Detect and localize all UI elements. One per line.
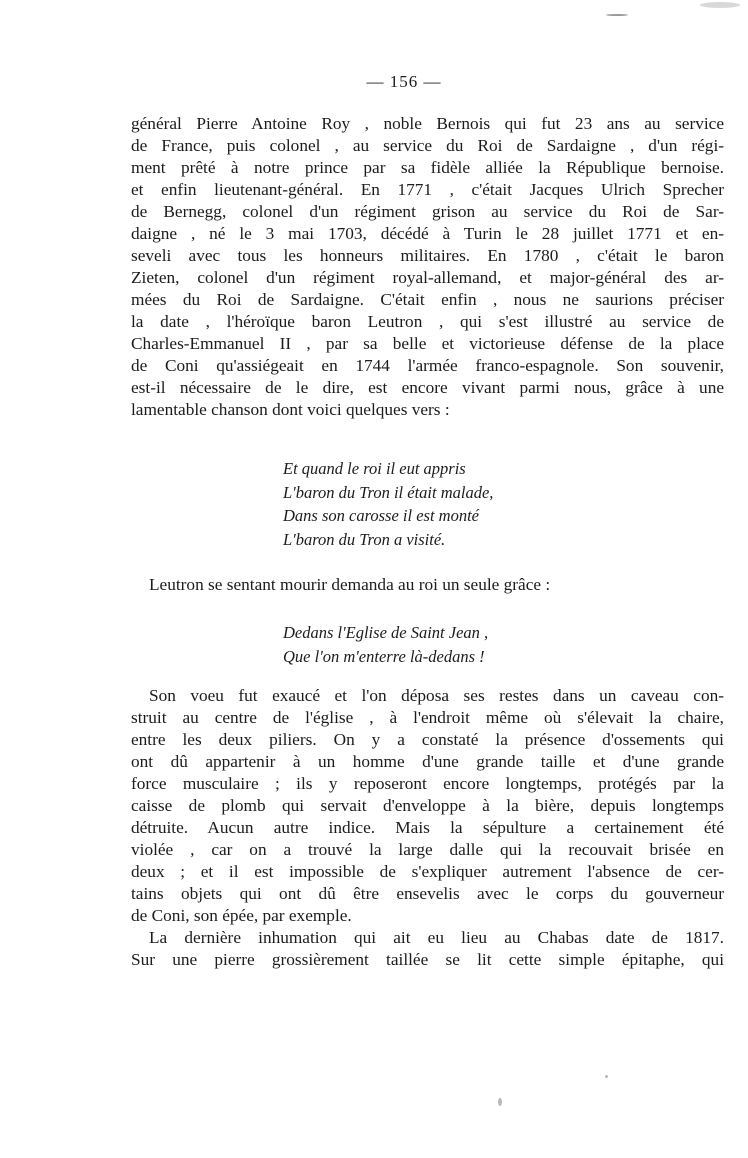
verse-line: Et quand le roi il eut appris bbox=[283, 459, 466, 478]
text-line: caisse de plomb qui servait d'enveloppe à la bière, depuis longtemps bbox=[131, 796, 724, 815]
text-line: ont dû appartenir à un homme d'une grande taille et d'une grande bbox=[131, 752, 724, 771]
text-line: général Pierre Antoine Roy , noble Bernois qui fut 23 ans au service bbox=[131, 114, 724, 133]
verse-line: L'baron du Tron a visité. bbox=[283, 529, 446, 549]
paper-speck bbox=[605, 1075, 608, 1078]
text-line: Charles-Emmanuel II , par sa belle et victorieuse défense de la place bbox=[131, 334, 724, 353]
text-line: deux ; et il est impossible de s'expliquer autrement l'absence de cer- bbox=[131, 862, 724, 881]
verse-1 bbox=[283, 457, 493, 551]
text-line: détruite. Aucun autre indice. Mais la sépulture a certainement été bbox=[131, 818, 724, 837]
paper-speck bbox=[498, 1098, 502, 1106]
verse-line: Dedans l'Eglise de Saint Jean , bbox=[283, 623, 489, 642]
text-line: struit au centre de l'église , à l'endroit même où s'élevait la chaire, bbox=[131, 708, 724, 727]
text-line: et enfin lieutenant-général. En 1771 , c'était Jacques Ulrich Sprecher bbox=[131, 180, 724, 199]
text-line: est-il nécessaire de le dire, est encore vivant parmi nous, grâce à une bbox=[131, 378, 724, 397]
paragraph-1 bbox=[131, 113, 724, 421]
page-number: — 156 — bbox=[366, 72, 442, 91]
paper-speck bbox=[700, 2, 740, 8]
text-line: tains objets qui ont dû être ensevelis avec le corps du gouverneur bbox=[131, 884, 724, 903]
paper-speck bbox=[606, 14, 628, 16]
text-line: mées du Roi de Sardaigne. C'était enfin , nous ne saurions préciser bbox=[131, 290, 724, 309]
text-line: Sur une pierre grossièrement taillée se lit cette simple épitaphe, qui bbox=[131, 950, 724, 969]
text-line: de Coni qu'assiégeait en 1744 l'armée franco-espagnole. Son souvenir, bbox=[131, 356, 724, 375]
verse-line: L'baron du Tron il était malade, bbox=[283, 482, 494, 502]
text-line: Zieten, colonel d'un régiment royal-allemand, et major-général des ar- bbox=[131, 268, 724, 287]
text-line: force musculaire ; ils y reposeront encore longtemps, protégés par la bbox=[131, 774, 724, 793]
text-line: violée , car on a trouvé la large dalle qui la recouvait brisée en bbox=[131, 840, 724, 859]
text-line: lamentable chanson dont voici quelques vers : bbox=[131, 400, 450, 419]
verse-2 bbox=[283, 621, 488, 668]
text-line: ment prêté à notre prince par sa fidèle alliée la République bernoise. bbox=[131, 158, 724, 177]
text-line: la date , l'héroïque baron Leutron , qui s'est illustré au service de bbox=[131, 312, 724, 331]
text-line: entre les deux piliers. On y a constaté la présence d'ossements qui bbox=[131, 730, 724, 749]
text-line: daigne , né le 3 mai 1703, décédé à Turin le 28 juillet 1771 et en- bbox=[131, 224, 724, 243]
verse-line: Que l'on m'enterre là-dedans ! bbox=[283, 646, 485, 666]
text-line: de France, puis colonel , au service du Roi de Sardaigne , d'un régi- bbox=[131, 136, 724, 155]
text-line: seveli avec tous les honneurs militaires. En 1780 , c'était le baron bbox=[131, 246, 724, 265]
verse-line: Dans son carosse il est monté bbox=[283, 506, 480, 525]
paragraph-3 bbox=[131, 685, 724, 971]
text-line: Son voeu fut exaucé et l'on déposa ses restes dans un caveau con- bbox=[149, 686, 724, 705]
text-line: de Coni, son épée, par exemple. bbox=[131, 906, 352, 925]
text-line: de Bernegg, colonel d'un régiment grison au service du Roi de Sar- bbox=[131, 202, 724, 221]
text-line: La dernière inhumation qui ait eu lieu au Chabas date de 1817. bbox=[149, 928, 724, 947]
paragraph-2: Leutron se sentant mourir demanda au roi un seule grâce : bbox=[149, 575, 551, 594]
